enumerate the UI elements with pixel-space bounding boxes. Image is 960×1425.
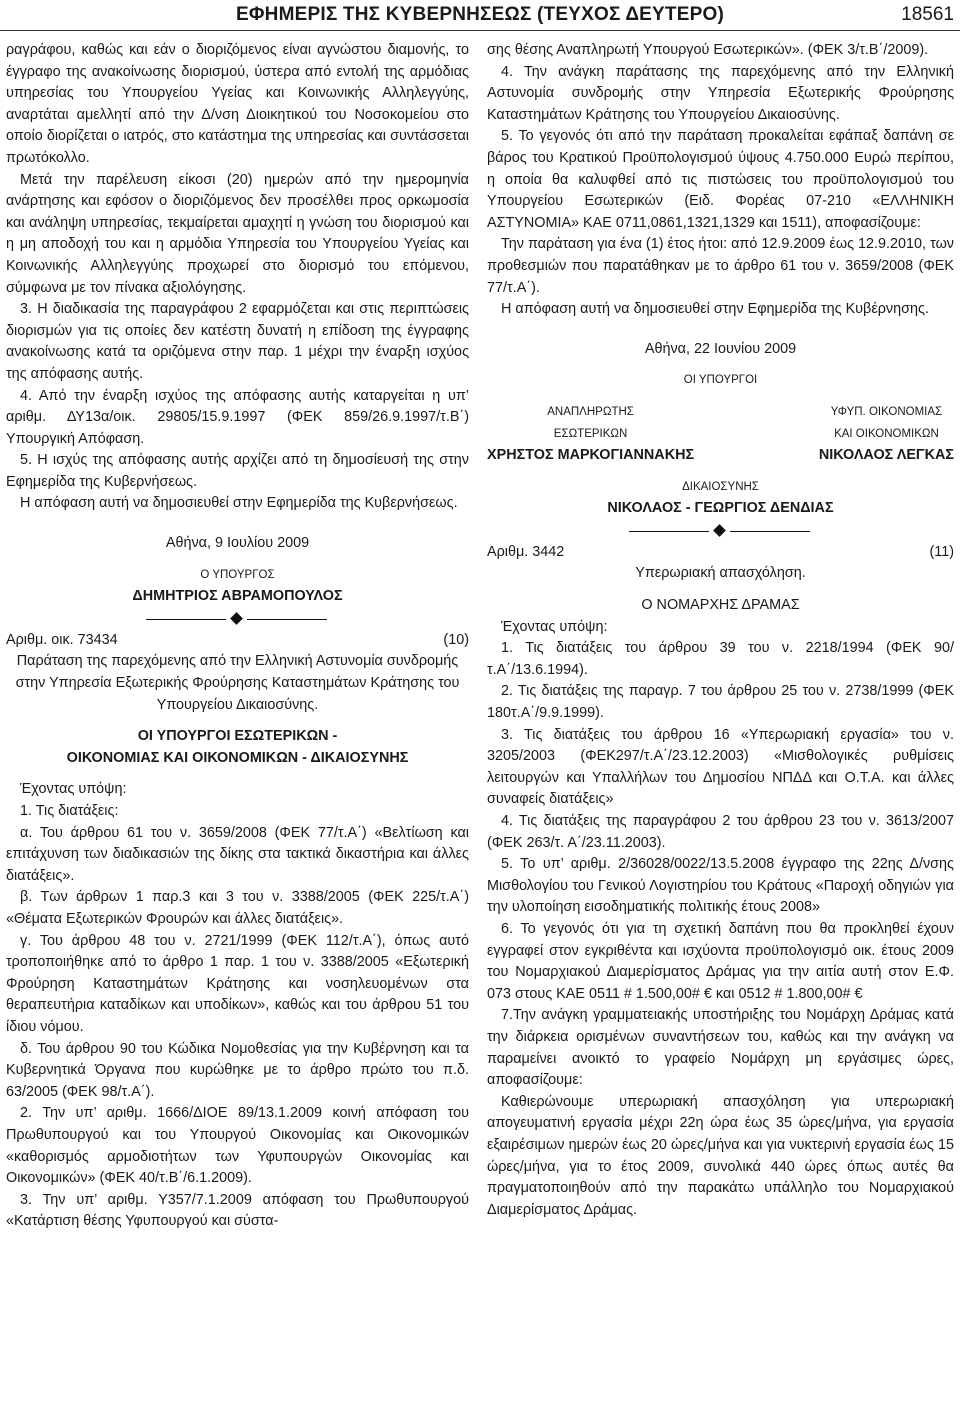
signatory-role: ΚΑΙ ΟΙΚΟΝΟΜΙΚΩΝ xyxy=(834,427,939,440)
diamond-icon xyxy=(230,612,243,625)
signatory-name: ΧΡΗΣΤΟΣ ΜΑΡΚΟΓΙΑΝΝΑΚΗΣ xyxy=(487,447,695,464)
decision-sequence: (10) xyxy=(443,631,469,648)
spacer xyxy=(487,392,954,402)
section-divider xyxy=(487,520,954,542)
list-item: 3. Τις διατάξεις του άρθρου 16 «Υπερωριακή εργασία» του ν. 3205/2003 (ΦΕΚ297/τ.Α΄/23.12.2003) «Μισθολογικές ρυθμίσεις λειτουργών και Υπαλλήλων του Δημοσίου ΝΠΔΔ και Ο.Τ.Α. και άλλες συναφείς διατάξεις» xyxy=(487,726,954,808)
list-item: 5. Το υπ’ αριθμ. 2/36028/0022/13.5.2008 έγγραφο της 22ης Δ/νσης Μισθολογίου του Γενικού Λογιστηρίου του Κράτους «Παροχή οδηγιών για την υλοποίηση εισοδηματικής πολιτικής έτους 2008» xyxy=(487,856,954,916)
section-divider xyxy=(6,608,469,630)
list-item: 6. Το γεγονός ότι για τη σχετική δαπάνη που θα προκληθεί έχουν εγγραφεί στον εγκριθέντα και ισχύοντα προϋπολογισμό οικ. έτους 2009 του Νομαρχιακού Διαμερίσματος Δράμας για την αιτία αυτή στον Ε.Φ. 073 στους ΚΑΕ 0511 # 1.500,00# € και 0512 # 1.800,00# € xyxy=(487,920,954,1002)
decision-number: Αριθμ. οικ. 73434 xyxy=(6,631,118,648)
spacer xyxy=(6,769,469,779)
place-date: Αθήνα, 22 Ιουνίου 2009 xyxy=(644,340,797,357)
paragraph: Καθιερώνουμε υπερωριακή απασχόληση για υπερωριακή απογευματινή εργασία μέχρι 22η ώρα έως 35 ώρες/μήνα, για εργασία εξαιρέσιμων ημερών έως 20 ώρες/μήνα και για νυκτερινή εργασία έως 15 ώρες/μήνα, για το έτος 2009, συνολικά 440 ώρες όπως αυτές θα πραγματοποιηθούν από την παρακάτω υπάλληλο του Νομαρχιακού Διαμερίσματος Δράμας. xyxy=(487,1093,954,1218)
page-header xyxy=(0,0,960,34)
list-item: γ. Του άρθρου 48 του ν. 2721/1999 (ΦΕΚ 112/τ.Α΄), όπως αυτό τροποποιήθηκε από το άρθρο 1 παρ. 1 του ν. 3388/2005 «Εξωτερική Φρούρηση Καταστημάτων Κράτησης και νοσηλευομένων στα θεραπευτήρια καταδίκων και υποδίκων», καθώς και του άρθρου 51 του ίδιου νόμου. xyxy=(6,932,469,1035)
signature-block-right xyxy=(819,402,954,467)
having-regard: Έχοντας υπόψη: xyxy=(20,781,127,798)
divider-line xyxy=(730,531,810,532)
diamond-icon xyxy=(713,524,726,537)
paragraph: 3. Η διαδικασία της παραγράφου 2 εφαρμόζεται και στις περιπτώσεις διορισμών για τις οποίες δεν κατέστη δυνατή η επίδοση της έγγραφης ανακοίνωσης κατά τα οριζόμενα στην παρ. 1 μέχρι την έναρξη ισχύος της απόφασης αυτής. xyxy=(6,301,469,382)
place-date: Αθήνα, 9 Ιουλίου 2009 xyxy=(165,535,310,552)
signatory-name: ΔΗΜΗΤΡΙΟΣ ΑΒΡΑΜΟΠΟΥΛΟΣ xyxy=(132,588,343,605)
paragraph: ραγράφου, καθώς και εάν ο διοριζόμενος είναι αγνώστου διαμονής, το έγγραφο της ανακοίνωσης διορισμού, ύστερα από εντολή της αρμόδιας υπηρεσίας του Υπουργείου Υγείας και Κοινωνικής Αλληλεγγύης, αναρτάται αμελλητί από την Δ/νση Διοικητικού του Νοσοκομείου στο οποίο διορίζεται ο ιατρός, στο κατάστημα της υπηρεσίας και συντάσσεται πρωτόκολλο. xyxy=(6,42,469,166)
ministers-heading: ΟΙΚΟΝΟΜΙΑΣ ΚΑΙ ΟΙΚΟΝΟΜΙΚΩΝ - ΔΙΚΑΙΟΣΥΝΗΣ xyxy=(66,749,409,766)
left-column xyxy=(6,40,469,1233)
decision-sequence: (11) xyxy=(929,543,954,560)
spacer xyxy=(6,716,469,726)
paragraph: 4. Από την έναρξη ισχύος της απόφασης αυτής καταργείται η υπ’ αριθμ. ΔΥ13α/οικ. 29805/15.9.1997 (ΦΕΚ 859/26.9.1997/τ.Β΄) Υπουργική Απόφαση. xyxy=(6,387,469,447)
spacer xyxy=(487,585,954,595)
signatory-role: ΔΙΚΑΙΟΣΥΝΗΣ xyxy=(682,480,759,493)
having-regard: Έχοντας υπόψη: xyxy=(501,618,608,635)
signatory-name: ΝΙΚΟΛΑΟΣ ΛΕΓΚΑΣ xyxy=(818,447,954,464)
decision-number-line xyxy=(6,630,469,652)
list-item: 3. Την υπ’ αριθμ. Υ357/7.1.2009 απόφαση του Πρωθυπουργού «Κατάρτιση θέσης Υφυπουργού και σύστα- xyxy=(6,1191,469,1230)
signatures-row xyxy=(487,402,954,467)
list-item: δ. Του άρθρου 90 του Κώδικα Νομοθεσίας για την Κυβέρνηση και τα Κυβερνητικά Όργανα που κυρώθηκε με το άρθρο πρώτο του π.δ. 63/2005 (ΦΕΚ 98/τ.Α΄). xyxy=(6,1040,469,1100)
paragraph: Την παράταση για ένα (1) έτος ήτοι: από 12.9.2009 έως 12.9.2010, των προθεσμιών που παρατάθηκαν με το άρθρο 61 του ν. 3659/2008 (ΦΕΚ 77/τ.Α΄). xyxy=(487,236,954,296)
list-item: 7.Την ανάγκη γραμματειακής υποστήριξης του Νομάρχη Δράμας κατά την διάρκεια ορισμένων συναντήσεων του, καθώς και την ανάγκη να παραμείνει ανοικτό το γραφείο Νομάρχη μη εργάσιμες ώρες, αποφασίζουμε: xyxy=(487,1007,954,1089)
ministers-heading: ΟΙ ΥΠΟΥΡΓΟΙ ΕΣΩΤΕΡΙΚΩΝ - xyxy=(137,728,338,745)
list-item: 4. Τις διατάξεις της παραγράφου 2 του άρθρου 23 του ν. 3613/2007 (ΦΕΚ 263/τ. Α΄/23.11.2003). xyxy=(487,813,954,851)
list-item: β. Των άρθρων 1 παρ.3 και 3 του ν. 3388/2005 (ΦΕΚ 225/τ.Α΄) «Θέματα Εξωτερικών Φρουρών και άλλες διατάξεις». xyxy=(6,889,469,927)
paragraph: Η απόφαση αυτή να δημοσιευθεί στην Εφημερίδα της Κυβέρνησης. xyxy=(501,301,929,318)
divider-line xyxy=(247,619,327,620)
header-rule xyxy=(0,30,960,31)
paragraph: Μετά την παρέλευση είκοσι (20) ημερών από την ημερομηνία ανάρτησης και εφόσον ο διοριζόμενος δεν προσέλθει προς ορκωμοσία και ανάληψη υπηρεσίας, τεκμαίρεται αμαχητί η γνώση του διορισμού και η μη αποδοχή του και η αρμόδια Υπηρεσία του Υπουργείου Υγείας και Κοινωνικής Αλληλεγγύης προχωρεί στο διορισμό του επόμενου, σύμφωνα με τον πίνακα αξιολόγησης. xyxy=(6,171,469,296)
paragraph: 5. Το γεγονός ότι από την παράταση προκαλείται εφάπαξ δαπάνη σε βάρος του Κρατικού Προϋπολογισμού ύψους 4.750.000 Ευρώ περίπου, η οποία θα καλυφθεί από τις πιστώσεις του προϋπολογισμού του Υπουργείου Εσωτερικών (Ειδ. Φορέας 07-210 «ΕΛΛΗΝΙΚΗ ΑΣΤΥΝΟΜΙΑ» ΚΑΕ 0711,0861,1321,1329 και 1511), αποφασίζουμε: xyxy=(487,128,954,231)
decision-title: Παράταση της παρεχόμενης από την Ελληνική Αστυνομία συνδρομής στην Υπηρεσία Εξωτερικής Φρούρησης Καταστημάτων Κράτησης του Υπουργείου Δικαιοσύνης. xyxy=(15,653,460,713)
list-item: 1. Τις διατάξεις: xyxy=(20,803,119,819)
signatory-role: ΥΦΥΠ. ΟΙΚΟΝΟΜΙΑΣ xyxy=(830,405,943,418)
spacer xyxy=(487,360,954,370)
divider-line xyxy=(629,531,709,532)
paragraph: Η απόφαση αυτή να δημοσιευθεί στην Εφημερίδα της Κυβερνήσεως. xyxy=(20,495,458,512)
decision-number: Αριθμ. 3442 xyxy=(487,543,565,560)
list-item: α. Του άρθρου 61 του ν. 3659/2008 (ΦΕΚ 77/τ.Α΄) «Βελτίωση και επιτάχυνση των διαδικασιών της δίκης στα τακτικά δικαστήρια και άλλες διατάξεις». xyxy=(6,824,469,884)
paragraph: σης θέσης Αναπληρωτή Υπουργού Εσωτερικών». (ΦΕΚ 3/τ.Β΄/2009). xyxy=(487,42,929,58)
spacer xyxy=(6,515,469,533)
right-column xyxy=(487,40,954,1221)
signatory-title: Ο ΥΠΟΥΡΓΟΣ xyxy=(200,568,275,581)
spacer xyxy=(487,321,954,339)
signatories-label: ΟΙ ΥΠΟΥΡΓΟΙ xyxy=(683,374,758,387)
paragraph: 5. Η ισχύς της απόφασης αυτής αρχίζει από τη δημοσίευσή της στην Εφημερίδα της Κυβερνήσεως. xyxy=(6,452,469,490)
decision-number-line xyxy=(487,542,954,564)
signatory-name: ΝΙΚΟΛΑΟΣ - ΓΕΩΡΓΙΟΣ ΔΕΝΔΙΑΣ xyxy=(607,500,834,517)
signatory-role: ΑΝΑΠΛΗΡΩΤΗΣ xyxy=(547,405,634,418)
page-number: 18561 xyxy=(901,4,954,25)
divider-line xyxy=(146,619,226,620)
decision-title: Υπερωριακή απασχόληση. xyxy=(635,565,806,582)
list-item: 2. Την υπ’ αριθμ. 1666/ΔΙΟΕ 89/13.1.2009 κοινή απόφαση του Πρωθυπουργού και του Υπουργού Οικονομίας και Οικονομικών «καθορισμός αρμοδιοτήτων των Υφυπουργών Οικονομίας και Οικονομικών» (ΦΕΚ 40/τ.Β΄/6.1.2009). xyxy=(6,1105,469,1187)
list-item: 1. Τις διατάξεις του άρθρου 39 του ν. 2218/1994 (ΦΕΚ 90/τ.Α΄/13.6.1994). xyxy=(487,640,954,678)
spacer xyxy=(487,467,954,477)
signature-block-left xyxy=(487,402,694,467)
gazette-title: ΕΦΗΜΕΡΙΣ ΤΗΣ ΚΥΒΕΡΝΗΣΕΩΣ (ΤΕΥΧΟΣ ΔΕΥΤΕΡΟ) xyxy=(236,4,724,25)
spacer xyxy=(6,555,469,565)
list-item: 2. Τις διατάξεις της παραγρ. 7 του άρθρου 25 του ν. 2738/1999 (ΦΕΚ 180τ.Α΄/9.9.1999). xyxy=(487,683,954,722)
prefect-title: Ο ΝΟΜΑΡΧΗΣ ΔΡΑΜΑΣ xyxy=(641,597,800,614)
paragraph: 4. Την ανάγκη παράτασης της παρεχόμενης από την Ελληνική Αστυνομία συνδρομής στην Υπηρεσία Εξωτερικής Φρούρησης Καταστημάτων Κράτησης του Υπουργείου Δικαιοσύνης. xyxy=(487,63,954,123)
signatory-role: ΕΣΩΤΕΡΙΚΩΝ xyxy=(553,427,628,440)
